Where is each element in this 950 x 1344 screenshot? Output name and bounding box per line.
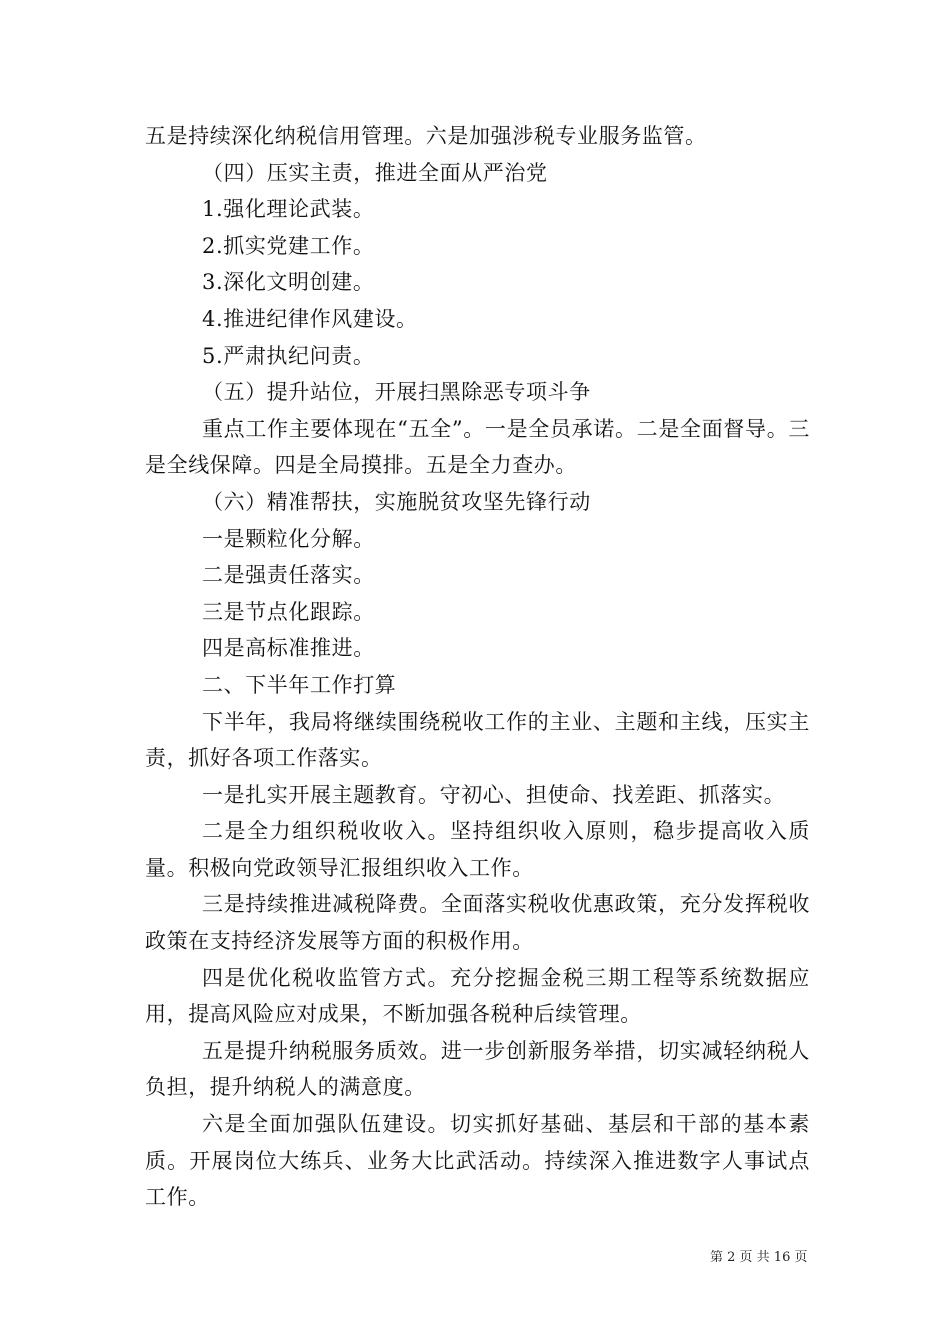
paragraph: 下半年，我局将继续围绕税收工作的主业、主题和主线，压实主责，抓好各项工作落实。 bbox=[145, 709, 810, 771]
page-number-footer: 第 2 页 共 16 页 bbox=[710, 1250, 808, 1265]
list-item: 一是颗粒化分解。 bbox=[202, 526, 375, 551]
paragraph: 四是优化税收监管方式。充分挖掘金税三期工程等系统数据应用，提高风险应对成果，不断加强各税种后续管理。 bbox=[145, 965, 810, 1027]
paragraph: 二是全力组织税收收入。坚持组织收入原则，稳步提高收入质量。积极向党政领导汇报组织收入工作。 bbox=[145, 819, 810, 880]
list-item: 2.抓实党建工作。 bbox=[202, 233, 375, 258]
section-heading: （六）精准帮扶，实施脱贫攻坚先锋行动 bbox=[202, 489, 591, 514]
list-item: 四是高标准推进。 bbox=[202, 636, 375, 661]
paragraph: 三是持续推进减税降费。全面落实税收优惠政策，充分发挥税收政策在支持经济发展等方面的积极作用。 bbox=[145, 892, 810, 954]
list-item: 二是强责任落实。 bbox=[202, 563, 375, 588]
section-heading: 二、下半年工作打算 bbox=[202, 672, 397, 697]
document-body bbox=[145, 118, 810, 1216]
paragraph: 一是扎实开展主题教育。守初心、担使命、找差距、抓落实。 bbox=[202, 782, 786, 807]
list-item: 3.深化文明创建。 bbox=[202, 270, 375, 295]
paragraph: 五是持续深化纳税信用管理。六是加强涉税专业服务监管。 bbox=[145, 124, 707, 148]
list-item: 4.推进纪律作风建设。 bbox=[202, 306, 418, 331]
list-item: 1.强化理论武装。 bbox=[202, 197, 375, 222]
list-item: 5.严肃执纪问责。 bbox=[202, 343, 375, 368]
section-heading: （四）压实主责，推进全面从严治党 bbox=[202, 160, 548, 185]
list-item: 三是节点化跟踪。 bbox=[202, 599, 375, 624]
paragraph: 重点工作主要体现在“五全”。一是全员承诺。二是全面督导。三是全线保障。四是全局摸排。五是全力查办。 bbox=[145, 416, 810, 478]
paragraph: 五是提升纳税服务质效。进一步创新服务举措，切实减轻纳税人负担，提升纳税人的满意度。 bbox=[145, 1038, 810, 1100]
section-heading: （五）提升站位，开展扫黑除恶专项斗争 bbox=[202, 380, 591, 405]
paragraph: 六是全面加强队伍建设。切实抓好基础、基层和干部的基本素质。开展岗位大练兵、业务大比武活动。持续深入推进数字人事试点工作。 bbox=[145, 1112, 810, 1210]
